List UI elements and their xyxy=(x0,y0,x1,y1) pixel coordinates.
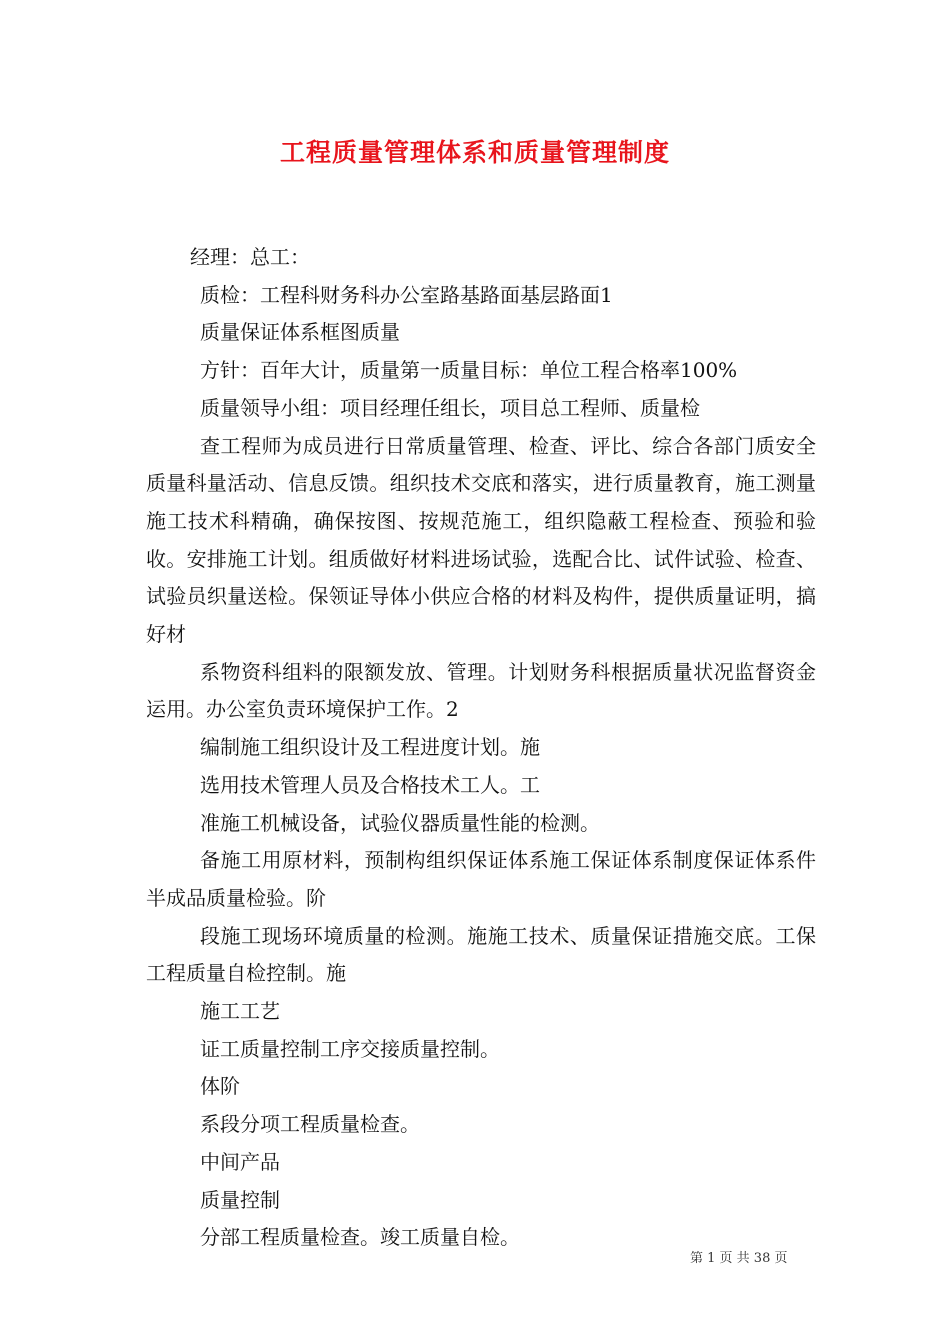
paragraph: 方针：百年大计，质量第一质量目标：单位工程合格率100% xyxy=(200,358,738,383)
page-number: 第 1 页 共 38 页 xyxy=(690,1251,788,1266)
paragraph: 系段分项工程质量检查。 xyxy=(200,1112,420,1137)
paragraph: 质量控制 xyxy=(200,1187,280,1212)
paragraph: 段施工现场环境质量的检测。施施工技术、质量保证措施交底。工保工程质量自检控制。施 xyxy=(146,923,816,986)
paragraph: 分部工程质量检查。竣工质量自检。 xyxy=(200,1225,520,1250)
paragraph: 施工工艺 xyxy=(200,999,280,1024)
paragraph: 质检：工程科财务科办公室路基路面基层路面1 xyxy=(200,282,613,307)
paragraph: 编制施工组织设计及工程进度计划。施 xyxy=(200,735,540,760)
paragraph: 证工质量控制工序交接质量控制。 xyxy=(200,1036,500,1061)
document-body xyxy=(146,239,816,1257)
paragraph: 中间产品 xyxy=(200,1149,280,1174)
paragraph: 体阶 xyxy=(200,1074,240,1099)
paragraph: 查工程师为成员进行日常质量管理、检查、评比、综合各部门质安全质量科量活动、信息反馈。组织技术交底和落实，进行质量教育，施工测量施工技术科精确，确保按图、按规范施工，组织隐蔽工程检查、预验和验收。安排施工计划。组质做好材料进场试验，选配合比、试件试验、检查、试验员织量送检。保领证导体小供应合格的材料及构件，提供质量证明，搞好材 xyxy=(146,433,816,647)
paragraph: 备施工用原材料，预制构组织保证体系施工保证体系制度保证体系件半成品质量检验。阶 xyxy=(146,848,816,910)
paragraph: 经理：总工： xyxy=(190,245,310,269)
paragraph: 系物资科组料的限额发放、管理。计划财务科根据质量状况监督资金运用。办公室负责环境保护工作。2 xyxy=(146,659,816,722)
paragraph: 质量保证体系框图质量 xyxy=(200,320,400,345)
document-title: 工程质量管理体系和质量管理制度 xyxy=(279,138,670,167)
paragraph: 准施工机械设备，试验仪器质量性能的检测。 xyxy=(200,810,600,835)
paragraph: 质量领导小组：项目经理任组长，项目总工程师、质量检 xyxy=(200,395,700,420)
paragraph: 选用技术管理人员及合格技术工人。工 xyxy=(200,772,540,797)
